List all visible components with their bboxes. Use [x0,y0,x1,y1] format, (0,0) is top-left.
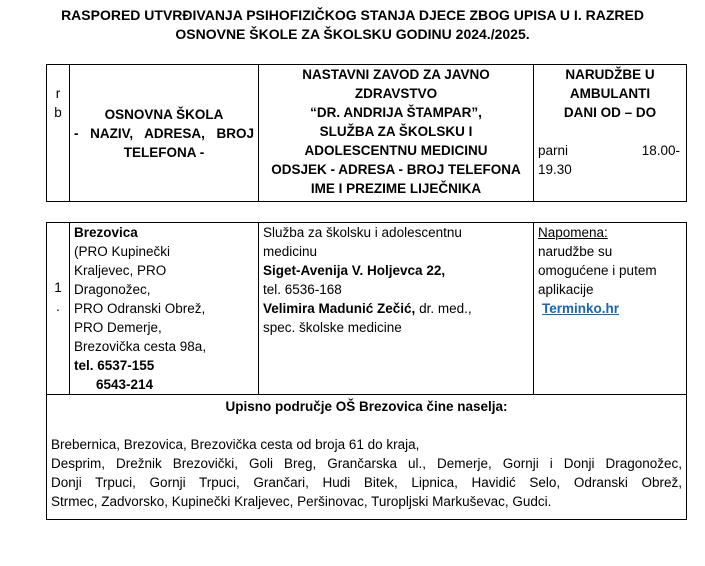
area-row [47,395,687,520]
school-tel: tel. 6537-155 [74,358,155,373]
title-line-2: OSNOVNE ŠKOLE ZA ŠKOLSKU GODINU 2024./2025. [175,26,530,42]
area-title: Upisno područje OŠ Brezovica čine naselja: [225,399,508,414]
header-inst-6: ODSJEK - ADRESA - BROJ TELEFONA [271,162,521,177]
header-inst-2: ZDRAVSTVO [354,86,438,101]
header-school-1: OSNOVNA ŠKOLA [104,106,224,122]
area-line-2: Desprim, Drežnik Brezovički, Goli Breg, Grančarska ul., Demerje, Gornji i Donji Dragonožec, [51,456,682,471]
school-name: Brezovica [74,225,138,240]
header-table [46,64,687,202]
header-inst-5: ADOLESCENTNU MEDICINU [304,143,488,158]
document-title [0,6,705,44]
header-inst-7: IME I PREZIME LIJEČNIKA [310,181,482,196]
parni-time-1: 18.00- [641,143,680,158]
area-text [51,435,682,519]
row-orders-cell [534,223,687,395]
terminko-link[interactable]: Terminko.hr [542,301,620,316]
header-orders-cell [534,65,687,202]
school-line-1: (PRO Kupinečki [74,244,171,259]
header-school-3: TELEFONA - [123,144,205,160]
school-line-4: PRO Odranski Obrež, [74,301,206,316]
area-line-4: Strmec, Zadvorsko, Kupinečki Kraljevec, Peršinovac, Turopljski Markuševac, Gudci. [51,494,552,509]
area-line-3: Donji Trpuci, Gornji Trpuci, Grančari, Hudi Bitek, Lipnica, Havidić Selo, Odranski Obrež, [51,475,682,490]
parni-line [538,141,682,160]
header-orders-1: NARUDŽBE U [565,67,655,82]
header-inst-3: “DR. ANDRIJA ŠTAMPAR”, [310,105,482,120]
inst-address: Siget-Avenija V. Holjevca 22, [263,263,446,278]
doctor-spec: spec. školske medicine [263,320,402,335]
header-inst-1: NASTAVNI ZAVOD ZA JAVNO [302,67,490,82]
area-line-1: Brebernica, Brezovica, Brezovička cesta od broja 61 do kraja, [51,437,420,452]
table-row [47,223,687,395]
schedule-table [46,222,687,520]
school-line-6: Brezovička cesta 98a, [74,339,207,354]
header-rb-2: b [54,105,62,120]
note-line-3: aplikacije [538,282,594,297]
doctor-name: Velimira Madunić Zečić, [263,301,416,316]
header-orders-2: AMBULANTI [569,86,651,101]
parni-label: parni [538,143,569,158]
school-line-2: Kraljevec, PRO [74,263,167,278]
header-institute-cell [259,65,534,202]
header-orders-3: DANI OD – DO [563,105,657,120]
doctor-title: dr. med., [419,301,472,316]
header-school-cell [70,65,259,202]
inst-line-2: medicinu [263,244,318,259]
note-line-2: omogućene i putem [538,263,657,278]
inst-tel: tel. 6536-168 [263,282,342,297]
header-school-2: - NAZIV, ADRESA, BROJ [74,125,254,141]
parni-time-2: 19.30 [538,162,572,177]
row-rb-2: . [56,299,60,314]
row-rb-cell [47,223,70,395]
header-inst-4: SLUŽBA ZA ŠKOLSKU I [319,124,473,139]
row-school-cell [70,223,259,395]
area-cell [47,395,687,520]
inst-line-1: Služba za školsku i adolescentnu [263,225,462,240]
doctor-line [263,299,529,318]
header-rb-cell [47,65,70,202]
header-rb-1: r [55,86,61,101]
school-line-5: PRO Demerje, [74,320,162,335]
row-institute-cell [259,223,534,395]
title-line-1: RASPORED UTVRĐIVANJA PSIHOFIZIČKOG STANJA DJECE ZBOG UPISA U I. RAZRED [61,7,644,23]
note-line-1: narudžbe su [538,244,613,259]
header-row [47,65,687,202]
row-rb-1: 1 [54,280,62,295]
school-line-3: Dragonožec, [74,282,151,297]
school-tel-2: 6543-214 [96,377,154,392]
note-label: Napomena: [538,225,608,240]
